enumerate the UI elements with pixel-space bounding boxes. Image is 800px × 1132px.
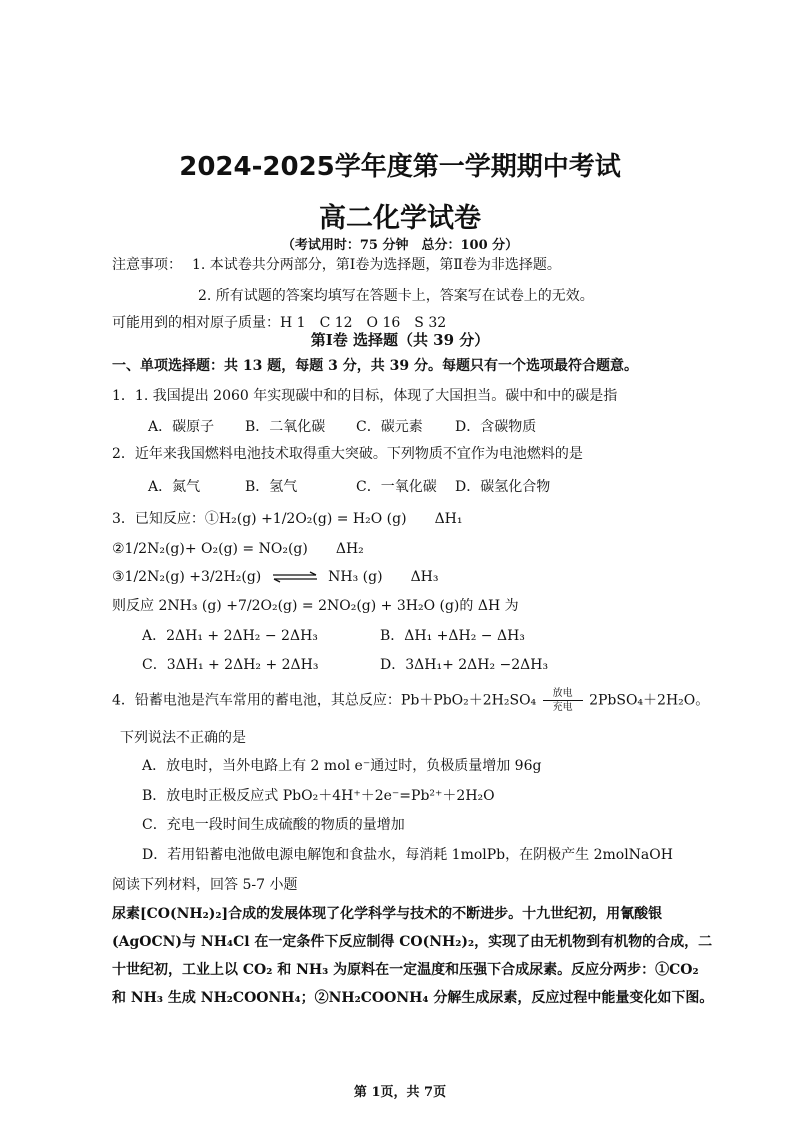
q4-stem-right: 2PbSO₄＋2H₂O。 [589,692,710,709]
q1-option-d: D．含碳物质 [455,419,537,435]
q3-option-b: B．ΔH₁ +ΔH₂ − ΔH₃ [380,628,525,644]
reading-line-4: 和 NH₃ 生成 NH₂COONH₄；②NH₂COONH₄ 分解生成尿素，反应过程中能量变化如下图。 [112,990,714,1006]
exam-subtitle: 高二化学试卷 [319,203,481,234]
q4-stem [112,688,709,713]
notes-item-1: 1. 本试卷共分两部分，第Ⅰ卷为选择题，第Ⅱ卷为非选择题。 [192,257,561,273]
q4-option-b: B．放电时正极反应式 PbO₂＋4H⁺＋2e⁻=Pb²⁺＋2H₂O [142,788,495,804]
q2-stem: 2．近年来我国燃料电池技术取得重大突破。下列物质不宜作为电池燃料的是 [112,446,583,462]
equilibrium-arrow-icon [272,571,318,583]
notes-label: 注意事项： [112,257,182,273]
q1-option-b: B．二氧化碳 [245,419,326,435]
reading-intro: 阅读下列材料，回答 5-7 小题 [112,877,298,893]
q3-reaction-2: ②1/2N₂(g)+ O₂(g) = NO₂(g) ΔH₂ [112,541,364,557]
atomic-mass-line: 可能用到的相对原子质量：H 1 C 12 O 16 S 32 [112,315,447,331]
q4-question: 下列说法不正确的是 [120,730,246,746]
q4-arrow-bottom: 充电 [552,702,573,713]
reading-line-2: (AgOCN)与 NH₄Cl 在一定条件下反应制得 CO(NH₂)₂，实现了由无机物到有机物的合成，二 [112,934,713,950]
section-heading: 一、单项选择题：共 13 题，每题 3 分，共 39 分。每题只有一个选项最符合题意。 [112,358,638,374]
exam-title: 2024-2025学年度第一学期期中考试 [179,152,621,182]
q3-reaction-3 [112,568,439,586]
q4-option-d: D．若用铅蓄电池做电源电解饱和食盐水，每消耗 1molPb，在阴极产生 2molNaOH [142,847,673,863]
q3-question: 则反应 2NH₃ (g) +7/2O₂(g) = 2NO₂(g) + 3H₂O (g)的 ΔH 为 [112,598,519,614]
reading-line-1: 尿素[CO(NH₂)₂]合成的发展体现了化学科学与技术的不断进步。十九世纪初，用氰酸银 [112,906,663,922]
q4-arrow-top: 放电 [552,688,573,699]
q3-option-d: D．3ΔH₁+ 2ΔH₂ −2ΔH₃ [380,657,549,673]
q3-reaction-3-left: ③1/2N₂(g) +3/2H₂(g) [112,569,262,585]
q2-option-c: C．一氧化碳 [356,479,437,495]
q4-reaction-arrow [543,688,583,713]
q4-stem-left: 4．铅蓄电池是汽车常用的蓄电池，其总反应：Pb＋PbO₂＋2H₂SO₄ [112,692,537,709]
q4-option-a: A．放电时，当外电路上有 2 mol e⁻通过时，负极质量增加 96g [142,758,542,774]
q3-option-a: A．2ΔH₁ + 2ΔH₂ − 2ΔH₃ [142,628,318,644]
reading-line-3: 十世纪初，工业上以 CO₂ 和 NH₃ 为原料在一定温度和压强下合成尿素。反应分两步：①CO₂ [112,962,699,978]
part1-heading: 第Ⅰ卷 选择题（共 39 分） [310,331,490,349]
notes-item-2: 2. 所有试题的答案均填写在答题卡上，答案写在试卷上的无效。 [198,288,594,304]
q2-option-a: A．氮气 [148,479,201,495]
page-footer: 第 1页，共 7页 [353,1085,447,1100]
q4-option-c: C．充电一段时间生成硫酸的物质的量增加 [142,817,405,833]
q3-reaction-3-right: NH₃ (g) ΔH₃ [328,569,439,585]
exam-info: （考试用时：75 分钟 总分：100 分） [281,238,519,253]
q1-stem: 1．1. 我国提出 2060 年实现碳中和的目标，体现了大国担当。碳中和中的碳是指 [112,388,618,404]
reaction-arrow-line [543,700,583,701]
q3-option-c: C．3ΔH₁ + 2ΔH₂ + 2ΔH₃ [142,657,319,673]
q1-option-a: A．碳原子 [148,419,215,435]
q2-option-d: D．碳氢化合物 [455,479,551,495]
q3-stem: 3．已知反应：①H₂(g) +1/2O₂(g) = H₂O (g) ΔH₁ [112,511,463,527]
q1-option-c: C．碳元素 [356,419,423,435]
q2-option-b: B．氢气 [245,479,298,495]
